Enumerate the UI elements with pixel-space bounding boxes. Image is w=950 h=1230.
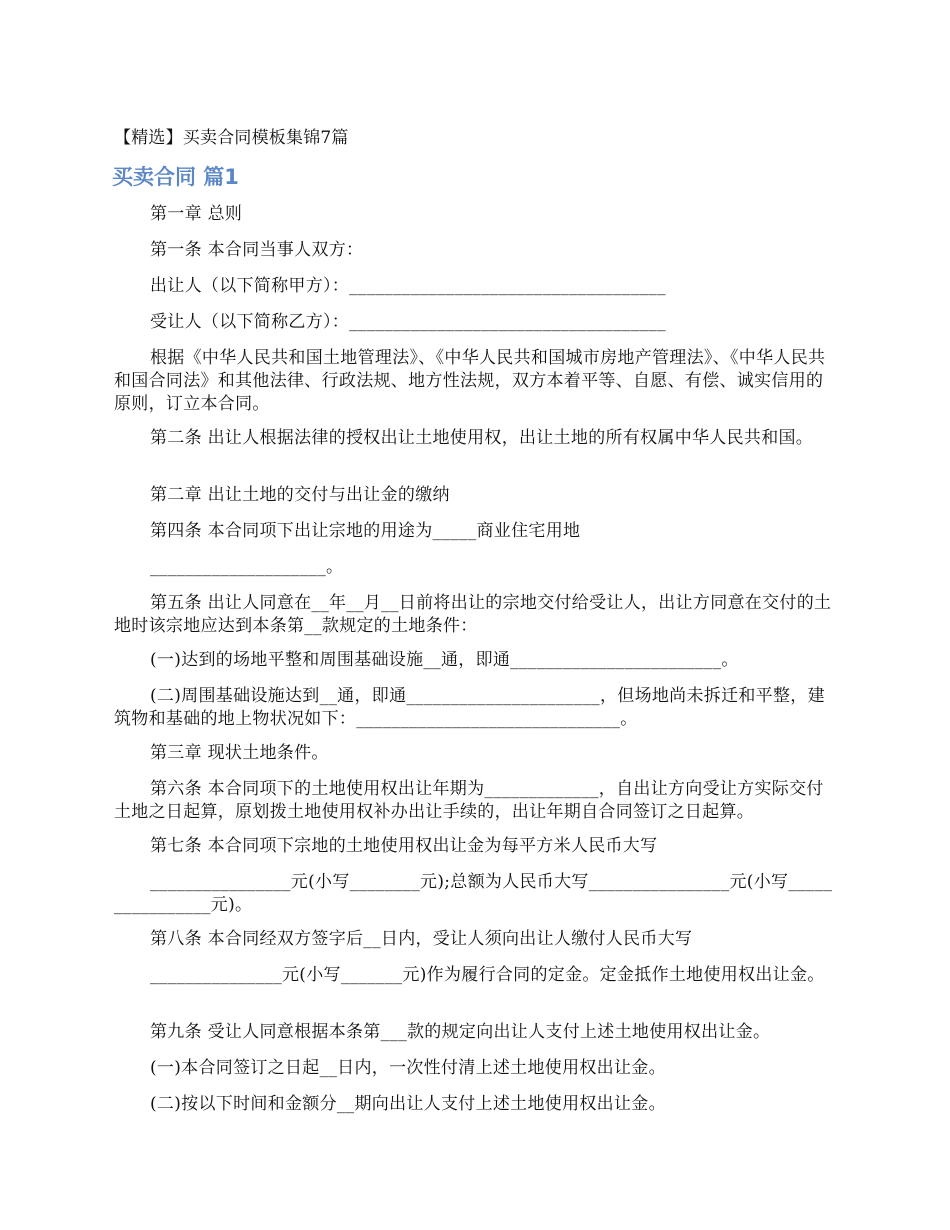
paragraph-article-1: 第一条 本合同当事人双方： (150, 240, 364, 260)
paragraph-article-5: 第五条 出让人同意在__年__月__日前将出让的宗地交付给受让人，出让方同意在交付的土地时该宗地应达到本条第__款规定的土地条件： (114, 593, 832, 636)
paragraph-article-8-deposit: _______________元(小写_______元)作为履行合同的定金。定金抵作土地使用权出让金。 (150, 965, 825, 985)
paragraph-transferee: 受让人（以下简称乙方）：____________________________________ (150, 312, 666, 332)
document-title: 【精选】买卖合同模板集锦7篇 (114, 128, 349, 148)
paragraph-article-7-amounts: ________________元(小写________元);总额为人民币大写________________元(小写________________元)。 (114, 872, 833, 915)
paragraph-article-5-item-1: (一)达到的场地平整和周围基础设施__通，即通________________________。 (150, 650, 739, 670)
paragraph-article-5-item-2: (二)周围基础设施达到__通，即通______________________，但场地尚未拆迁和平整，建筑物和基础的地上物状况如下：______________________________。 (114, 686, 825, 729)
paragraph-chapter-3: 第三章 现状土地条件。 (150, 743, 329, 763)
paragraph-article-6: 第六条 本合同项下的土地使用权出让年期为_____________，自出让方向受让方实际交付土地之日起算，原划拨土地使用权补办出让手续的，出让年期自合同签订之日起算。 (114, 779, 824, 822)
paragraph-article-9-item-1: (一)本合同签订之日起__日内，一次性付清上述土地使用权出让金。 (150, 1058, 666, 1078)
paragraph-article-2: 第二条 出让人根据法律的授权出让土地使用权，出让土地的所有权属中华人民共和国。 (150, 428, 814, 448)
paragraph-article-9: 第九条 受让人同意根据本条第___款的规定向出让人支付上述土地使用权出让金。 (150, 1022, 771, 1042)
paragraph-legal-basis: 根据《中华人民共和国土地管理法》、《中华人民共和国城市房地产管理法》、《中华人民共和国合同法》和其他法律、行政法规、地方性法规，双方本着平等、自愿、有偿、诚实信用的原则，订立本合同。 (114, 348, 826, 414)
paragraph-chapter-2: 第二章 出让土地的交付与出让金的缴纳 (150, 485, 450, 505)
paragraph-chapter-1: 第一章 总则 (150, 204, 243, 224)
paragraph-article-9-item-2: (二)按以下时间和金额分__期向出让人支付上述土地使用权出让金。 (150, 1094, 666, 1114)
paragraph-article-4: 第四条 本合同项下出让宗地的用途为_____商业住宅用地 (150, 521, 581, 541)
paragraph-article-8: 第八条 本合同经双方签字后__日内，受让人须向出让人缴付人民币大写 (150, 929, 693, 949)
section-heading: 买卖合同 篇1 (112, 165, 239, 189)
paragraph-transferor: 出让人（以下简称甲方）：____________________________________ (150, 276, 666, 296)
paragraph-article-7: 第七条 本合同项下宗地的土地使用权出让金为每平方米人民币大写 (150, 836, 658, 856)
paragraph-article-4-blank: ____________________。 (150, 557, 344, 577)
